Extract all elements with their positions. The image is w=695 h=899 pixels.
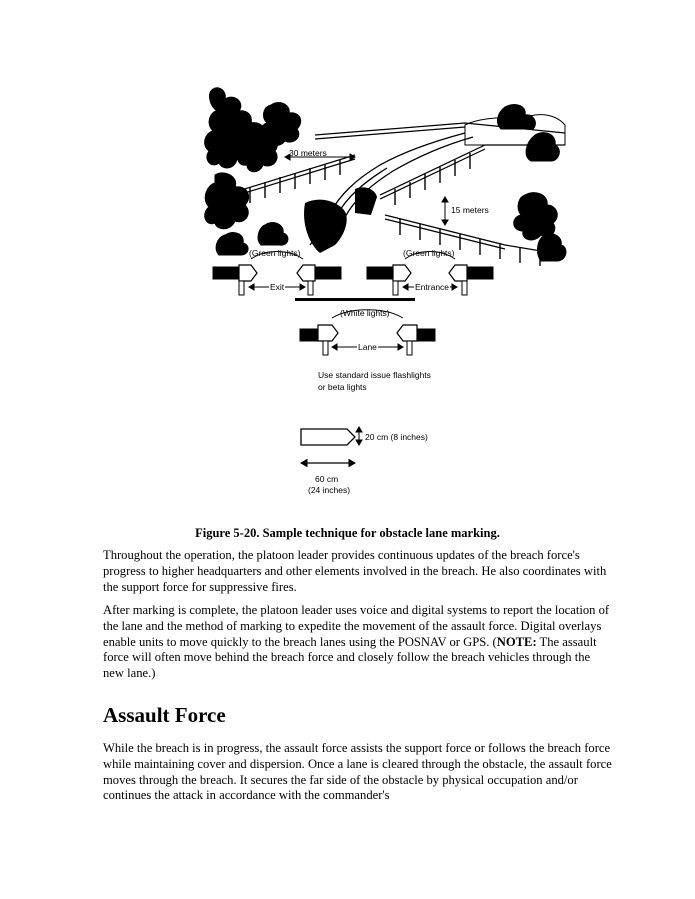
figure-caption: Figure 5-20. Sample technique for obstacle lane marking. — [195, 526, 500, 540]
marker-dimension-diagram — [301, 427, 362, 467]
paragraph-marking — [103, 603, 613, 682]
exit-label: Exit — [270, 282, 285, 292]
paragraph-updates: Throughout the operation, the platoon leader provides continuous updates of the breach force's progress to higher headquarters and other elements involved in the breach. He also coordinates with the support force for suppressive fires. — [103, 548, 607, 594]
white-lights-label: (White lights) — [340, 308, 390, 318]
section-heading-assault-force: Assault Force — [103, 703, 226, 727]
distance-label-15m: 15 meters — [451, 205, 489, 215]
note-line-2: or beta lights — [318, 382, 367, 392]
note-line-1: Use standard issue flashlights — [318, 370, 431, 380]
terrain-scene — [205, 88, 566, 261]
divider-bar — [295, 298, 415, 301]
width-dimension-inches-label: (24 inches) — [308, 485, 351, 495]
note-label: NOTE: — [496, 634, 537, 649]
distance-label-30m: 30 meters — [289, 148, 327, 158]
paragraph-marking-text-2: The assault force will often move behind the breach force and closely follow the breach vehicles through the new lane.) — [103, 634, 597, 681]
green-lights-label-entrance: (Green lights) — [403, 248, 455, 258]
height-dimension-label: 20 cm (8 inches) — [365, 432, 428, 442]
width-dimension-label: 60 cm — [315, 474, 339, 484]
paragraph-assault-force: While the breach is in progress, the assault force assists the support force or follows the breach force while maintaining cover and dispersion. Once a lane is cleared through the obstacle, the assault force moves through the breach. It secures the far side of the obstacle by physical occupation and/or continues the attack in accordance with the commander's — [103, 741, 612, 803]
obstacle-lane-figure — [205, 85, 575, 505]
green-lights-label-exit: (Green lights) — [249, 248, 301, 258]
entrance-label: Entrance — [415, 282, 450, 292]
lane-marking-illustration — [205, 85, 575, 505]
paragraph-marking-text-1: After marking is complete, the platoon leader uses voice and digital systems to report the location of the lane and the method of marking to expedite the movement of the assault force. Digital overlays enable units to move quickly to the breach lanes using the POSNAV or GPS. ( — [103, 603, 610, 649]
lane-label: Lane — [358, 342, 377, 352]
